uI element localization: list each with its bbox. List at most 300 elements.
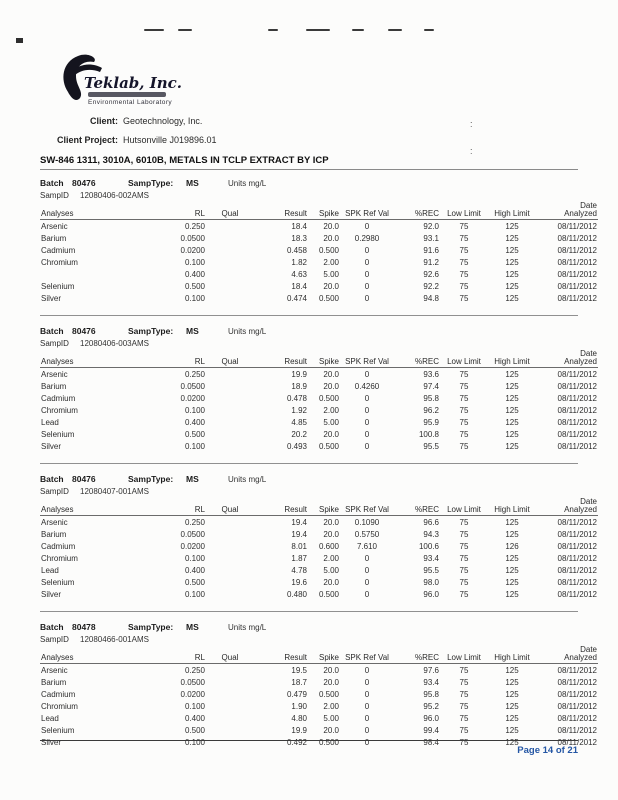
value-cell: 08/11/2012 bbox=[557, 393, 597, 403]
value-cell: 0.100 bbox=[184, 553, 205, 563]
column-header: %REC bbox=[394, 350, 440, 368]
value-cell: 0 bbox=[364, 257, 370, 267]
scan-artifact-colon: : bbox=[470, 119, 473, 129]
batch-number: 80476 bbox=[72, 178, 96, 188]
value-cell: 0.100 bbox=[184, 737, 205, 747]
value-cell: 20.0 bbox=[323, 725, 339, 735]
value-cell: 0.100 bbox=[184, 441, 205, 451]
value-cell bbox=[206, 700, 254, 712]
value-cell: 18.3 bbox=[291, 233, 307, 243]
value-cell: 75 bbox=[459, 737, 469, 747]
table-row bbox=[40, 380, 598, 392]
scan-artifact-mark bbox=[16, 38, 23, 43]
value-cell: 0 bbox=[364, 293, 370, 303]
value-cell bbox=[206, 724, 254, 736]
batch-list bbox=[40, 170, 597, 748]
value-cell: 0.250 bbox=[184, 369, 205, 379]
value-cell: 0.479 bbox=[286, 689, 307, 699]
value-cell: 0.250 bbox=[184, 221, 205, 231]
table-row bbox=[40, 588, 598, 600]
value-cell: 20.0 bbox=[323, 369, 339, 379]
samptype-label: SampType: bbox=[128, 178, 174, 188]
value-cell: 75 bbox=[459, 393, 469, 403]
value-cell: 0.500 bbox=[318, 441, 339, 451]
value-cell: 0 bbox=[364, 281, 370, 291]
analyte-cell: Cadmium bbox=[41, 689, 76, 699]
table-row bbox=[40, 292, 598, 304]
value-cell: 7.610 bbox=[356, 541, 378, 551]
value-cell: 125 bbox=[505, 257, 519, 267]
value-cell: 0.0500 bbox=[180, 233, 205, 243]
value-cell: 2.00 bbox=[323, 257, 339, 267]
scan-artifact-mark bbox=[144, 29, 164, 31]
value-cell: 75 bbox=[459, 245, 469, 255]
value-cell: 0.100 bbox=[184, 701, 205, 711]
analyte-cell: Chromium bbox=[41, 553, 78, 563]
analyte-cell: Barium bbox=[41, 381, 67, 391]
units-label: Units mg/L bbox=[228, 475, 267, 484]
analyte-cell: Lead bbox=[41, 417, 59, 427]
value-cell: 08/11/2012 bbox=[557, 713, 597, 723]
column-header: Qual bbox=[206, 202, 254, 220]
sampid-value: 12080407-001AMS bbox=[80, 487, 149, 496]
column-header: Low Limit bbox=[440, 202, 488, 220]
analyte-cell: Barium bbox=[41, 677, 67, 687]
table-row bbox=[40, 440, 598, 452]
value-cell: 125 bbox=[505, 393, 519, 403]
column-header: Spike bbox=[308, 498, 340, 516]
value-cell: 0 bbox=[364, 589, 370, 599]
value-cell: 08/11/2012 bbox=[557, 221, 597, 231]
scan-artifact-mark bbox=[306, 29, 330, 31]
value-cell bbox=[206, 676, 254, 688]
value-cell: 08/11/2012 bbox=[557, 529, 597, 539]
value-cell: 0.400 bbox=[184, 565, 205, 575]
value-cell: 0.2980 bbox=[354, 233, 380, 243]
table-row bbox=[40, 700, 598, 712]
value-cell: 18.4 bbox=[291, 221, 307, 231]
table-row bbox=[40, 528, 598, 540]
value-cell: 0.500 bbox=[318, 589, 339, 599]
value-cell: 96.0 bbox=[423, 589, 439, 599]
sampid-label: SampID bbox=[40, 487, 69, 496]
value-cell bbox=[206, 564, 254, 576]
sampid-label: SampID bbox=[40, 635, 69, 644]
value-cell: 0.493 bbox=[286, 441, 307, 451]
table-row bbox=[40, 576, 598, 588]
value-cell: 19.9 bbox=[291, 369, 307, 379]
value-cell: 93.1 bbox=[423, 233, 439, 243]
value-cell: 0 bbox=[364, 221, 370, 231]
value-cell: 125 bbox=[505, 577, 519, 587]
value-cell: 75 bbox=[459, 665, 469, 675]
table-row bbox=[40, 552, 598, 564]
units-label: Units mg/L bbox=[228, 623, 267, 632]
column-header: SPK Ref Val bbox=[340, 498, 394, 516]
logo-tagline: Environmental Laboratory bbox=[88, 99, 173, 106]
column-header: Analyses bbox=[40, 498, 154, 516]
analyte-cell: Arsenic bbox=[41, 221, 68, 231]
value-cell: 125 bbox=[505, 517, 519, 527]
value-cell: 125 bbox=[505, 565, 519, 575]
value-cell: 75 bbox=[459, 257, 469, 267]
value-cell: 97.4 bbox=[423, 381, 439, 391]
table-row bbox=[40, 392, 598, 404]
value-cell: 92.2 bbox=[423, 281, 439, 291]
logo-company-name: Teklab, Inc. bbox=[84, 74, 183, 92]
value-cell: 0.478 bbox=[286, 393, 307, 403]
value-cell bbox=[206, 576, 254, 588]
value-cell: 0.480 bbox=[286, 589, 307, 599]
value-cell: 75 bbox=[459, 429, 469, 439]
value-cell: 0.500 bbox=[318, 689, 339, 699]
value-cell: 0.0500 bbox=[180, 677, 205, 687]
value-cell: 2.00 bbox=[323, 405, 339, 415]
value-cell: 20.0 bbox=[323, 381, 339, 391]
value-cell: 75 bbox=[459, 589, 469, 599]
value-cell bbox=[206, 380, 254, 392]
value-cell: 08/11/2012 bbox=[557, 589, 597, 599]
value-cell bbox=[206, 712, 254, 724]
batch-header-line bbox=[40, 474, 578, 484]
scan-artifact-mark bbox=[424, 29, 434, 31]
column-header-date-analyzed: Date Analyzed bbox=[536, 350, 598, 368]
samptype-value: MS bbox=[186, 326, 199, 336]
value-cell: 5.00 bbox=[323, 269, 339, 279]
value-cell: 19.9 bbox=[291, 725, 307, 735]
value-cell: 0 bbox=[364, 713, 370, 723]
units-label: Units mg/L bbox=[228, 327, 267, 336]
footer-rule bbox=[40, 740, 578, 741]
value-cell: 08/11/2012 bbox=[557, 517, 597, 527]
value-cell: 125 bbox=[505, 665, 519, 675]
batch-number: 80476 bbox=[72, 474, 96, 484]
value-cell: 08/11/2012 bbox=[557, 281, 597, 291]
value-cell: 95.9 bbox=[423, 417, 439, 427]
value-cell: 125 bbox=[505, 441, 519, 451]
value-cell: 0.0500 bbox=[180, 381, 205, 391]
column-header: Spike bbox=[308, 646, 340, 664]
value-cell: 0.500 bbox=[184, 429, 205, 439]
analyte-cell: Silver bbox=[41, 293, 62, 303]
analyte-cell: Selenium bbox=[41, 577, 75, 587]
samptype-value: MS bbox=[186, 178, 199, 188]
column-header: RL bbox=[154, 498, 206, 516]
value-cell: 0.100 bbox=[184, 589, 205, 599]
column-header: RL bbox=[154, 202, 206, 220]
results-table bbox=[40, 202, 598, 304]
value-cell: 0.500 bbox=[184, 281, 205, 291]
results-table bbox=[40, 498, 598, 600]
sampid-value: 12080406-003AMS bbox=[80, 339, 149, 348]
column-header: RL bbox=[154, 646, 206, 664]
value-cell: 75 bbox=[459, 369, 469, 379]
column-header: High Limit bbox=[488, 498, 536, 516]
client-project-label: Client Project: bbox=[56, 135, 118, 145]
value-cell: 75 bbox=[459, 293, 469, 303]
value-cell: 0.100 bbox=[184, 405, 205, 415]
table-row bbox=[40, 428, 598, 440]
value-cell: 5.00 bbox=[323, 417, 339, 427]
table-row bbox=[40, 268, 598, 280]
value-cell: 4.63 bbox=[291, 269, 307, 279]
value-cell: 94.3 bbox=[423, 529, 439, 539]
value-cell: 08/11/2012 bbox=[557, 665, 597, 675]
value-cell bbox=[206, 280, 254, 292]
value-cell: 0.500 bbox=[318, 393, 339, 403]
value-cell: 75 bbox=[459, 677, 469, 687]
analyte-cell: Arsenic bbox=[41, 665, 68, 675]
value-cell: 75 bbox=[459, 405, 469, 415]
value-cell: 20.0 bbox=[323, 233, 339, 243]
analyte-cell: Chromium bbox=[41, 701, 78, 711]
value-cell: 08/11/2012 bbox=[557, 677, 597, 687]
column-header: Low Limit bbox=[440, 498, 488, 516]
value-cell bbox=[206, 552, 254, 564]
table-header-row bbox=[40, 646, 598, 664]
value-cell bbox=[206, 540, 254, 552]
value-cell: 94.8 bbox=[423, 293, 439, 303]
column-header: %REC bbox=[394, 202, 440, 220]
value-cell: 75 bbox=[459, 689, 469, 699]
analyte-cell: Barium bbox=[41, 529, 67, 539]
analyte-cell: Silver bbox=[41, 441, 62, 451]
value-cell bbox=[206, 528, 254, 540]
value-cell: 96.0 bbox=[423, 713, 439, 723]
value-cell: 08/11/2012 bbox=[557, 293, 597, 303]
value-cell: 08/11/2012 bbox=[557, 429, 597, 439]
value-cell bbox=[206, 232, 254, 244]
batch-label: Batch bbox=[40, 178, 64, 188]
column-header-date-analyzed: Date Analyzed bbox=[536, 498, 598, 516]
samptype-value: MS bbox=[186, 622, 199, 632]
client-line bbox=[40, 116, 578, 126]
column-header: SPK Ref Val bbox=[340, 350, 394, 368]
value-cell: 5.00 bbox=[323, 713, 339, 723]
value-cell: 8.01 bbox=[291, 541, 307, 551]
analyte-cell: Cadmium bbox=[41, 393, 76, 403]
table-row bbox=[40, 368, 598, 381]
analyte-cell: Arsenic bbox=[41, 517, 68, 527]
value-cell: 75 bbox=[459, 517, 469, 527]
analyte-cell: Chromium bbox=[41, 257, 78, 267]
value-cell: 20.0 bbox=[323, 529, 339, 539]
value-cell: 125 bbox=[505, 245, 519, 255]
value-cell: 0.5750 bbox=[354, 529, 380, 539]
value-cell: 2.00 bbox=[323, 553, 339, 563]
batch-label: Batch bbox=[40, 474, 64, 484]
value-cell: 0.100 bbox=[184, 293, 205, 303]
value-cell: 99.4 bbox=[423, 725, 439, 735]
value-cell: 1.87 bbox=[291, 553, 307, 563]
batch-section bbox=[40, 463, 597, 600]
units-label: Units mg/L bbox=[228, 179, 267, 188]
analyte-cell: Cadmium bbox=[41, 245, 76, 255]
sampid-line bbox=[40, 635, 578, 644]
batch-section bbox=[40, 170, 597, 304]
value-cell: 93.4 bbox=[423, 553, 439, 563]
value-cell bbox=[206, 292, 254, 304]
value-cell: 0 bbox=[364, 577, 370, 587]
value-cell: 75 bbox=[459, 381, 469, 391]
table-row bbox=[40, 676, 598, 688]
value-cell: 08/11/2012 bbox=[557, 541, 597, 551]
column-header: Low Limit bbox=[440, 646, 488, 664]
analyte-cell: Cadmium bbox=[41, 541, 76, 551]
samptype-label: SampType: bbox=[128, 622, 174, 632]
value-cell: 100.8 bbox=[418, 429, 439, 439]
value-cell: 08/11/2012 bbox=[557, 553, 597, 563]
value-cell bbox=[206, 220, 254, 233]
analyte-cell: Chromium bbox=[41, 405, 78, 415]
column-header: RL bbox=[154, 350, 206, 368]
value-cell: 95.8 bbox=[423, 689, 439, 699]
column-header: High Limit bbox=[488, 202, 536, 220]
batch-section bbox=[40, 611, 597, 748]
value-cell: 75 bbox=[459, 553, 469, 563]
value-cell: 08/11/2012 bbox=[557, 701, 597, 711]
value-cell: 0 bbox=[364, 701, 370, 711]
analyte-cell: Selenium bbox=[41, 725, 75, 735]
column-header: Result bbox=[254, 350, 308, 368]
value-cell: 20.0 bbox=[323, 677, 339, 687]
value-cell: 100.6 bbox=[418, 541, 439, 551]
value-cell: 08/11/2012 bbox=[557, 245, 597, 255]
sampid-line bbox=[40, 191, 578, 200]
value-cell: 20.0 bbox=[323, 429, 339, 439]
value-cell: 0 bbox=[364, 737, 370, 747]
table-header-row bbox=[40, 202, 598, 220]
table-header-row bbox=[40, 350, 598, 368]
value-cell: 125 bbox=[505, 713, 519, 723]
value-cell: 5.00 bbox=[323, 565, 339, 575]
value-cell: 125 bbox=[505, 417, 519, 427]
value-cell: 20.0 bbox=[323, 517, 339, 527]
value-cell: 92.0 bbox=[423, 221, 439, 231]
value-cell: 96.6 bbox=[423, 517, 439, 527]
analyte-cell: Arsenic bbox=[41, 369, 68, 379]
value-cell: 0 bbox=[364, 269, 370, 279]
batch-header-line bbox=[40, 326, 578, 336]
table-row bbox=[40, 404, 598, 416]
value-cell: 18.4 bbox=[291, 281, 307, 291]
value-cell: 0 bbox=[364, 689, 370, 699]
analyte-cell: Lead bbox=[41, 713, 59, 723]
value-cell: 0.492 bbox=[286, 737, 307, 747]
value-cell: 75 bbox=[459, 417, 469, 427]
value-cell: 08/11/2012 bbox=[557, 257, 597, 267]
table-row bbox=[40, 724, 598, 736]
value-cell: 0.4260 bbox=[354, 381, 380, 391]
column-header: SPK Ref Val bbox=[340, 646, 394, 664]
value-cell: 93.4 bbox=[423, 677, 439, 687]
scan-artifact-mark bbox=[268, 29, 278, 31]
value-cell: 75 bbox=[459, 577, 469, 587]
table-row bbox=[40, 256, 598, 268]
column-header: Spike bbox=[308, 202, 340, 220]
value-cell: 1.90 bbox=[291, 701, 307, 711]
column-header-date-analyzed: Date Analyzed bbox=[536, 646, 598, 664]
page-footer bbox=[40, 740, 578, 756]
value-cell: 97.6 bbox=[423, 665, 439, 675]
table-row bbox=[40, 220, 598, 233]
table-row bbox=[40, 280, 598, 292]
report-title: SW-846 1311, 3010A, 6010B, METALS IN TCLP EXTRACT BY ICP bbox=[40, 155, 578, 170]
value-cell: 19.6 bbox=[291, 577, 307, 587]
analyte-cell: Barium bbox=[41, 233, 67, 243]
value-cell: 08/11/2012 bbox=[557, 369, 597, 379]
sampid-label: SampID bbox=[40, 191, 69, 200]
column-header: Spike bbox=[308, 350, 340, 368]
value-cell: 95.2 bbox=[423, 701, 439, 711]
value-cell: 75 bbox=[459, 713, 469, 723]
table-row bbox=[40, 688, 598, 700]
results-table bbox=[40, 350, 598, 452]
client-project-value: Hutsonville J019896.01 bbox=[123, 135, 217, 145]
column-header: Low Limit bbox=[440, 350, 488, 368]
table-row bbox=[40, 516, 598, 529]
column-header: Result bbox=[254, 498, 308, 516]
value-cell: 08/11/2012 bbox=[557, 565, 597, 575]
value-cell: 96.2 bbox=[423, 405, 439, 415]
value-cell: 0.100 bbox=[184, 257, 205, 267]
analyte-cell: Silver bbox=[41, 589, 62, 599]
value-cell: 75 bbox=[459, 541, 469, 551]
value-cell: 125 bbox=[505, 405, 519, 415]
value-cell: 0.500 bbox=[318, 737, 339, 747]
column-header: Analyses bbox=[40, 646, 154, 664]
value-cell: 125 bbox=[505, 381, 519, 391]
value-cell: 19.4 bbox=[291, 517, 307, 527]
value-cell bbox=[206, 416, 254, 428]
value-cell: 20.0 bbox=[323, 281, 339, 291]
value-cell bbox=[206, 256, 254, 268]
batch-number: 80478 bbox=[72, 622, 96, 632]
client-label: Client: bbox=[90, 116, 118, 126]
value-cell: 0.0200 bbox=[180, 393, 205, 403]
value-cell bbox=[206, 268, 254, 280]
value-cell: 126 bbox=[505, 541, 519, 551]
client-value: Geotechnology, Inc. bbox=[123, 116, 203, 126]
value-cell: 125 bbox=[505, 553, 519, 563]
table-row bbox=[40, 244, 598, 256]
column-header: %REC bbox=[394, 646, 440, 664]
value-cell: 125 bbox=[505, 737, 519, 747]
table-row bbox=[40, 232, 598, 244]
value-cell: 0.1090 bbox=[354, 517, 380, 527]
value-cell: 0 bbox=[364, 665, 370, 675]
sampid-value: 12080406-002AMS bbox=[80, 191, 149, 200]
batch-header-line bbox=[40, 622, 578, 632]
value-cell: 0.500 bbox=[318, 245, 339, 255]
value-cell: 75 bbox=[459, 565, 469, 575]
value-cell: 08/11/2012 bbox=[557, 577, 597, 587]
value-cell: 08/11/2012 bbox=[557, 441, 597, 451]
scan-artifact-colon: : bbox=[470, 146, 473, 156]
value-cell: 20.0 bbox=[323, 221, 339, 231]
value-cell: 0.500 bbox=[184, 725, 205, 735]
value-cell: 0.500 bbox=[318, 293, 339, 303]
table-row bbox=[40, 564, 598, 576]
value-cell: 95.8 bbox=[423, 393, 439, 403]
value-cell: 95.5 bbox=[423, 441, 439, 451]
value-cell: 125 bbox=[505, 269, 519, 279]
value-cell: 0.0200 bbox=[180, 541, 205, 551]
value-cell: 0.0200 bbox=[180, 689, 205, 699]
value-cell: 0 bbox=[364, 725, 370, 735]
value-cell: 75 bbox=[459, 701, 469, 711]
analyte-cell: Selenium bbox=[41, 429, 75, 439]
